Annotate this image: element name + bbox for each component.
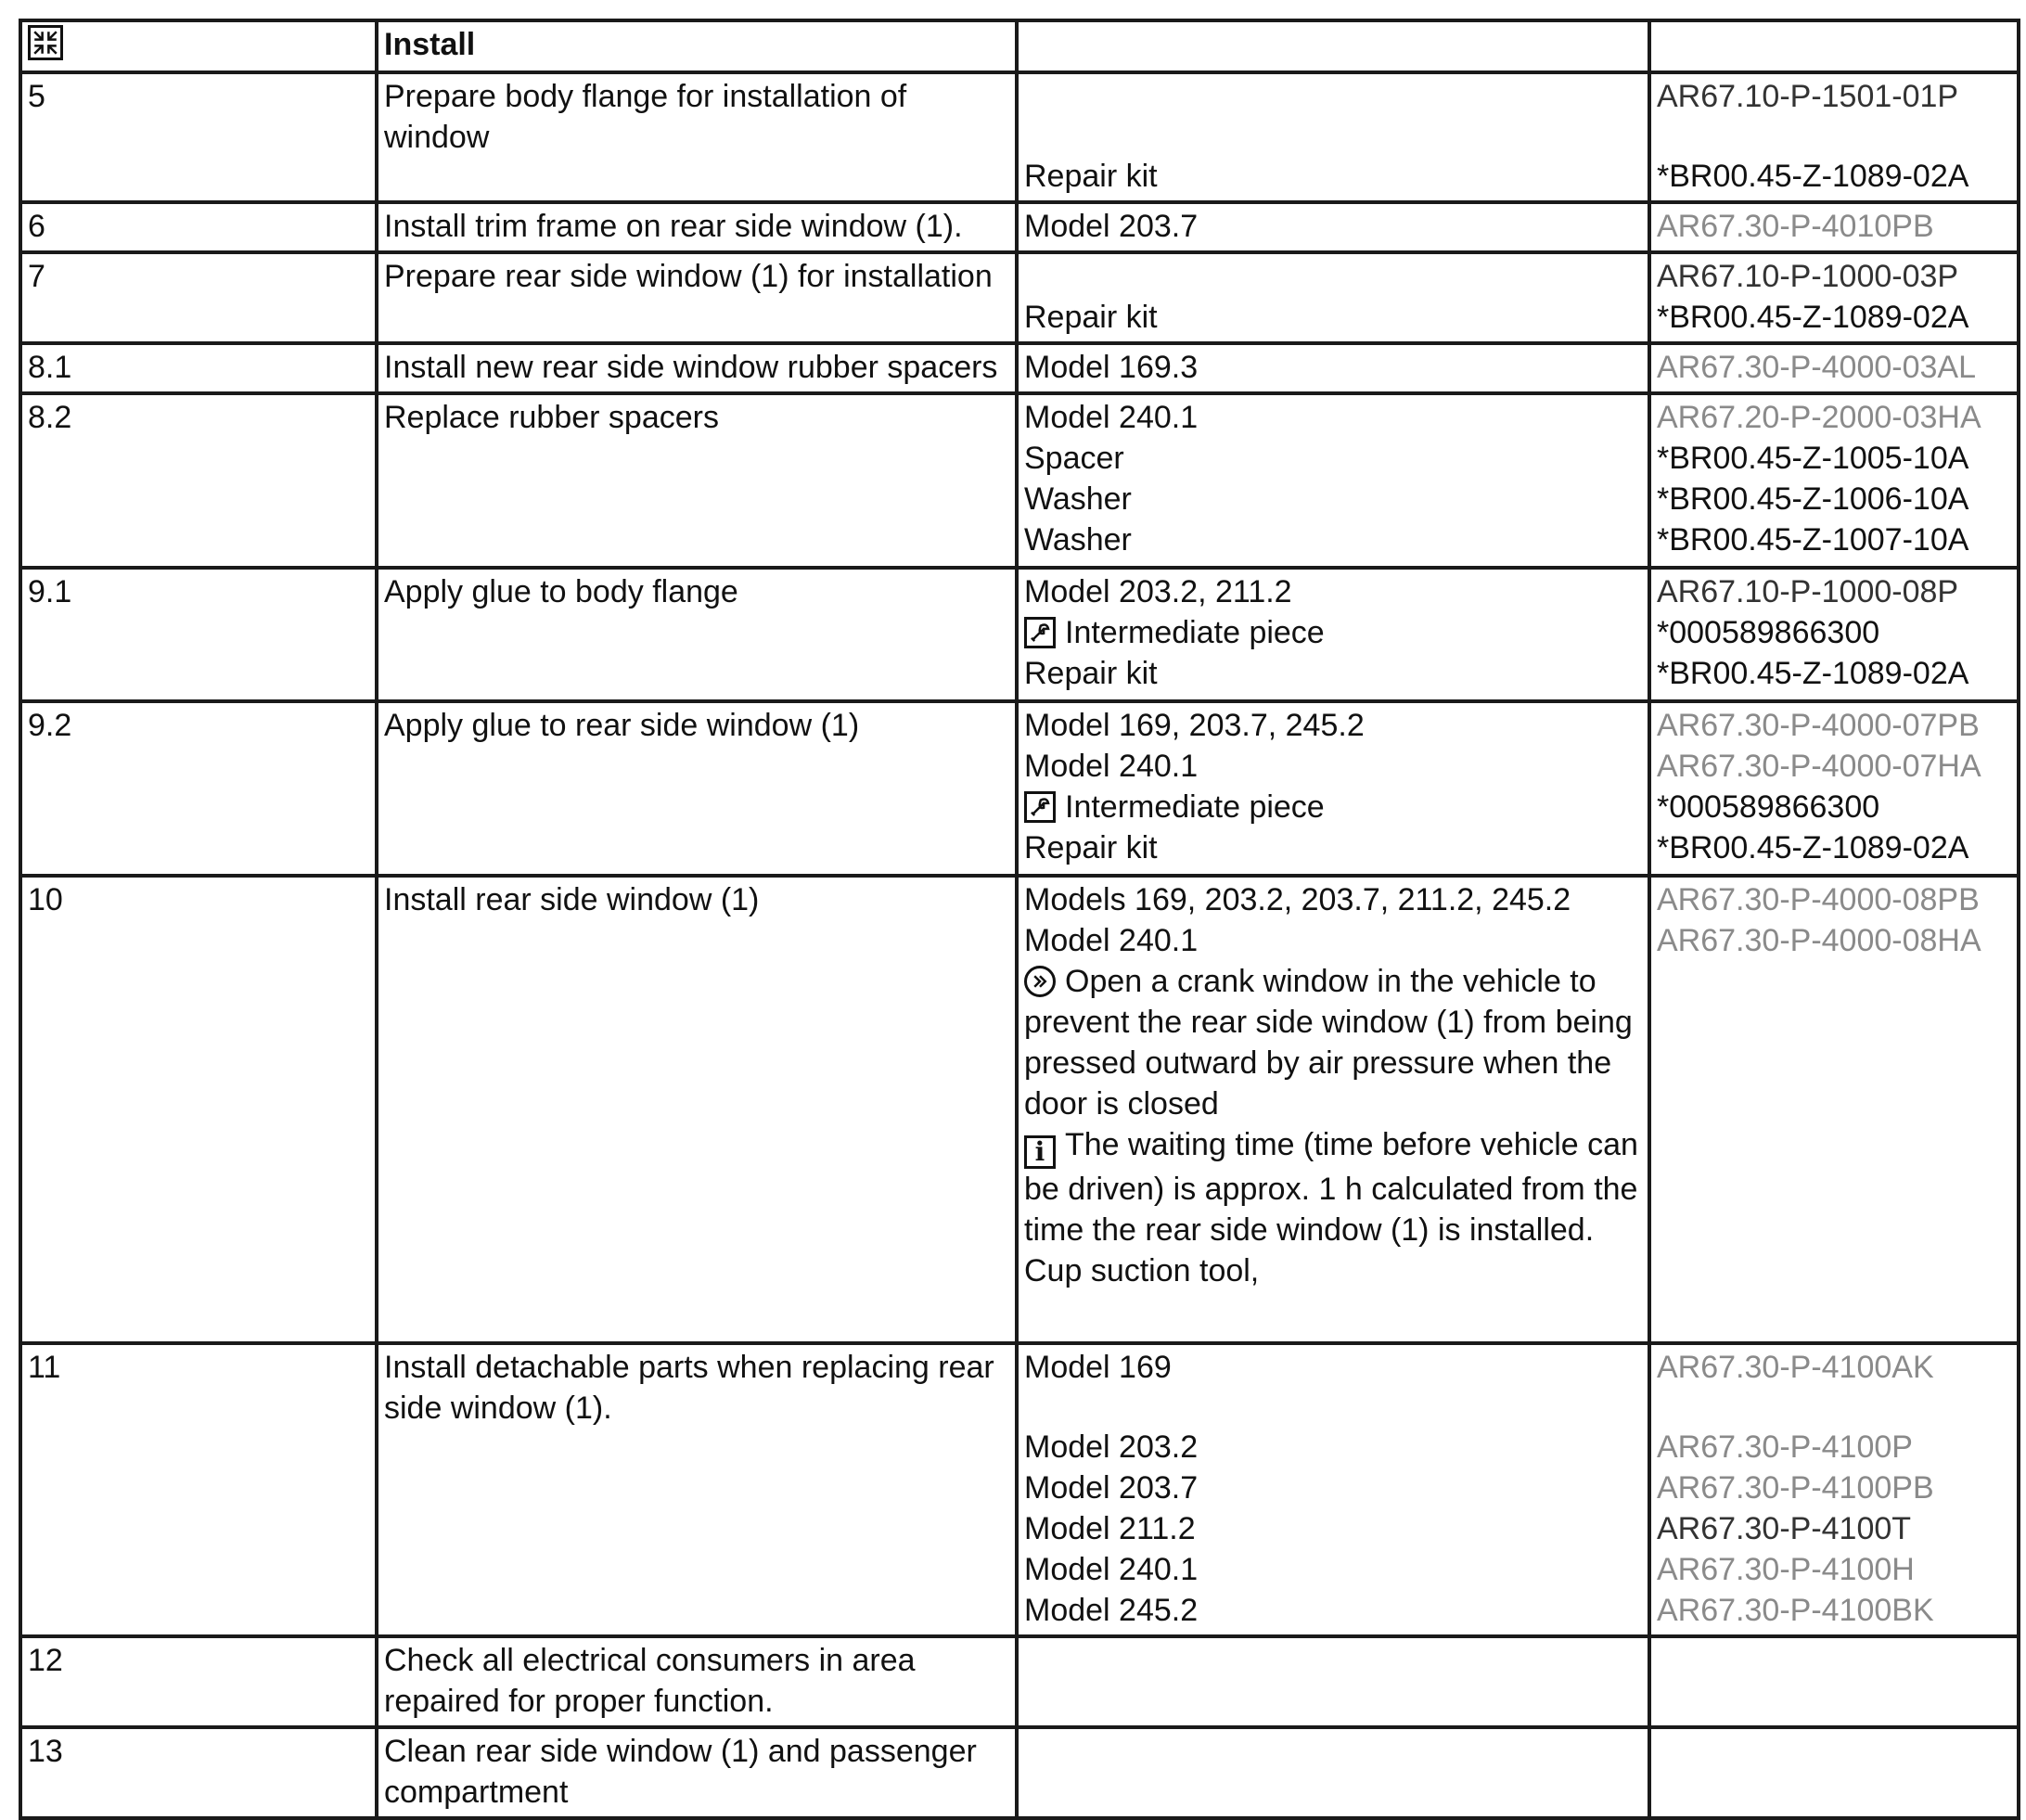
step-refs <box>1649 1343 2019 1636</box>
table-row <box>20 393 2019 568</box>
step-number: 11 <box>20 1343 377 1636</box>
step-items <box>1017 1636 1649 1727</box>
table-row <box>20 343 2019 393</box>
step-items <box>1017 568 1649 701</box>
step-number: 7 <box>20 252 377 343</box>
step-items <box>1017 343 1649 393</box>
ref-link[interactable]: AR67.30-P-4000-03AL <box>1657 350 1977 385</box>
ref-part-number: *BR00.45-Z-1089-02A <box>1657 159 1969 194</box>
step-description: Prepare body flange for installation of window <box>377 72 1017 202</box>
step-number: 13 <box>20 1727 377 1818</box>
item-label: Model 240.1 <box>1024 1552 1199 1587</box>
table-row <box>20 202 2019 252</box>
step-description: Install detachable parts when replacing rear side window (1). <box>377 1343 1017 1636</box>
step-refs <box>1649 252 2019 343</box>
procedure-table <box>19 19 2020 1820</box>
table-row <box>20 701 2019 876</box>
ref-link[interactable]: AR67.10-P-1501-01P <box>1657 79 1959 114</box>
step-refs <box>1649 1727 2019 1818</box>
item-label: Model 203.2 <box>1024 1429 1199 1465</box>
step-description: Prepare rear side window (1) for installation <box>377 252 1017 343</box>
ref-part-number: *BR00.45-Z-1005-10A <box>1657 441 1969 476</box>
step-refs <box>1649 876 2019 1343</box>
item-label: Cup suction tool, <box>1024 1253 1260 1288</box>
table-row <box>20 252 2019 343</box>
table-row <box>20 1636 2019 1727</box>
step-number: 5 <box>20 72 377 202</box>
ref-link[interactable]: AR67.30-P-4100PB <box>1657 1470 1934 1506</box>
table-row <box>20 876 2019 1343</box>
ref-link[interactable]: AR67.10-P-1000-03P <box>1657 259 1959 294</box>
item-label: Washer <box>1024 522 1132 558</box>
ref-link[interactable]: AR67.30-P-4100P <box>1657 1429 1913 1465</box>
item-label: Intermediate piece <box>1065 615 1325 650</box>
item-label: Spacer <box>1024 441 1124 476</box>
ref-link[interactable]: AR67.30-P-4000-07PB <box>1657 708 1980 743</box>
info-icon: i <box>1024 1135 1056 1169</box>
install-step-icon <box>28 25 63 60</box>
item-label: Model 203.7 <box>1024 1470 1199 1506</box>
step-refs <box>1649 72 2019 202</box>
step-refs <box>1649 701 2019 876</box>
item-label: Repair kit <box>1024 830 1158 865</box>
item-label: Models 169, 203.2, 203.7, 211.2, 245.2 <box>1024 882 1571 917</box>
ref-part-number: *BR00.45-Z-1089-02A <box>1657 300 1969 335</box>
special-tool-icon <box>1024 617 1056 648</box>
step-items <box>1017 393 1649 568</box>
step-items <box>1017 202 1649 252</box>
ref-link[interactable]: AR67.30-P-4000-08HA <box>1657 923 1981 958</box>
item-label: Repair kit <box>1024 159 1158 194</box>
item-label: Intermediate piece <box>1065 789 1325 825</box>
note-icon <box>1024 966 1056 997</box>
header-icon-cell <box>20 20 377 72</box>
special-tool-icon <box>1024 791 1056 823</box>
item-label: Model 203.7 <box>1024 209 1199 244</box>
item-label: Model 240.1 <box>1024 749 1199 784</box>
step-items <box>1017 72 1649 202</box>
ref-link[interactable]: AR67.10-P-1000-08P <box>1657 574 1959 609</box>
ref-part-number: *BR00.45-Z-1089-02A <box>1657 830 1969 865</box>
item-label: Model 211.2 <box>1024 1511 1196 1546</box>
ref-part-number: *000589866300 <box>1657 789 1880 825</box>
step-items <box>1017 1343 1649 1636</box>
step-description: Install trim frame on rear side window (1). <box>377 202 1017 252</box>
step-description: Apply glue to rear side window (1) <box>377 701 1017 876</box>
step-description: Check all electrical consumers in area repaired for proper function. <box>377 1636 1017 1727</box>
table-row <box>20 1727 2019 1818</box>
header-title: Install <box>377 20 1017 72</box>
item-label: Model 245.2 <box>1024 1593 1199 1628</box>
step-number: 12 <box>20 1636 377 1727</box>
item-label: Washer <box>1024 481 1132 517</box>
table-row <box>20 568 2019 701</box>
item-label: Model 169, 203.7, 245.2 <box>1024 708 1365 743</box>
ref-link[interactable]: AR67.30-P-4100H <box>1657 1552 1915 1587</box>
ref-link[interactable]: AR67.30-P-4100AK <box>1657 1350 1934 1385</box>
step-description: Replace rubber spacers <box>377 393 1017 568</box>
step-description: Install rear side window (1) <box>377 876 1017 1343</box>
table-row <box>20 1343 2019 1636</box>
step-description: Apply glue to body flange <box>377 568 1017 701</box>
item-label: Model 169 <box>1024 1350 1172 1385</box>
step-items <box>1017 701 1649 876</box>
note-text: Open a crank window in the vehicle to prevent the rear side window (1) from being pressed outward by air pressure when the door is closed <box>1024 964 1633 1121</box>
item-label: Model 203.2, 211.2 <box>1024 574 1292 609</box>
step-items <box>1017 252 1649 343</box>
step-refs <box>1649 393 2019 568</box>
ref-link[interactable]: AR67.30-P-4100BK <box>1657 1593 1934 1628</box>
step-number: 8.1 <box>20 343 377 393</box>
step-refs <box>1649 1636 2019 1727</box>
header-empty-cell <box>1649 20 2019 72</box>
item-label: Model 240.1 <box>1024 400 1199 435</box>
step-refs <box>1649 568 2019 701</box>
step-number: 6 <box>20 202 377 252</box>
ref-link[interactable]: AR67.20-P-2000-03HA <box>1657 400 1981 435</box>
step-number: 9.1 <box>20 568 377 701</box>
table-row <box>20 72 2019 202</box>
step-items <box>1017 1727 1649 1818</box>
step-number: 10 <box>20 876 377 1343</box>
ref-link[interactable]: AR67.30-P-4000-07HA <box>1657 749 1981 784</box>
step-items <box>1017 876 1649 1343</box>
item-label: Model 169.3 <box>1024 350 1199 385</box>
ref-part-number: *000589866300 <box>1657 615 1880 650</box>
step-number: 8.2 <box>20 393 377 568</box>
ref-link[interactable]: AR67.30-P-4100T <box>1657 1511 1912 1546</box>
item-label: Repair kit <box>1024 300 1158 335</box>
header-empty-cell <box>1017 20 1649 72</box>
ref-part-number: *BR00.45-Z-1006-10A <box>1657 481 1969 517</box>
step-description: Install new rear side window rubber spacers <box>377 343 1017 393</box>
info-text: The waiting time (time before vehicle can be driven) is approx. 1 h calculated from the time the rear side window (1) is installed. <box>1024 1127 1638 1248</box>
step-refs <box>1649 343 2019 393</box>
step-description: Clean rear side window (1) and passenger compartment <box>377 1727 1017 1818</box>
ref-link[interactable]: AR67.30-P-4010PB <box>1657 209 1934 244</box>
step-number: 9.2 <box>20 701 377 876</box>
table-header-row <box>20 20 2019 72</box>
ref-link[interactable]: AR67.30-P-4000-08PB <box>1657 882 1980 917</box>
item-label: Repair kit <box>1024 656 1158 691</box>
ref-part-number: *BR00.45-Z-1007-10A <box>1657 522 1969 558</box>
step-refs <box>1649 202 2019 252</box>
item-label: Model 240.1 <box>1024 923 1199 958</box>
ref-part-number: *BR00.45-Z-1089-02A <box>1657 656 1969 691</box>
